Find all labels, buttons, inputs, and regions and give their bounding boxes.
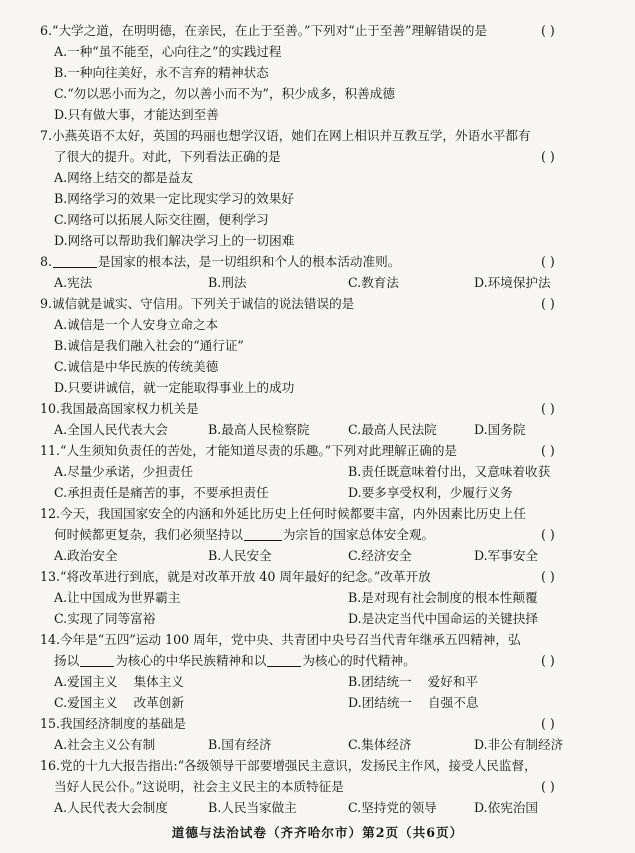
option-b: B.是对现有社会制度的根本性颠覆 xyxy=(348,590,538,605)
question-15-stem: 15.我国经济制度的基础是 ( ) xyxy=(0,713,635,734)
answer-bracket: ( ) xyxy=(541,254,555,269)
question-9-stem: 9.诚信就是诚实、守信用。下列关于诚信的说法错误的是 ( ) xyxy=(0,293,635,314)
question-8-stem: 8. 是国家的根本法，是一切组织和个人的根本活动准则。 ( ) xyxy=(0,251,635,272)
option-d: D.团结统一 自强不息 xyxy=(348,695,479,710)
answer-bracket: ( ) xyxy=(541,443,555,458)
answer-bracket: ( ) xyxy=(541,653,555,668)
option-b: B.诚信是我们融入社会的“通行证” xyxy=(54,338,244,353)
fill-blank xyxy=(244,526,282,541)
question-12-stem: 12.今天，我国国家安全的内涵和外延比历史上任何时候都要丰富，内外因素比历史上任 xyxy=(40,506,526,521)
option-b: B.网络学习的效果一定比现实学习的效果好 xyxy=(54,191,294,206)
option-b: B.团结统一 爱好和平 xyxy=(348,674,479,689)
option-a: A.尽量少承诺，少担责任 xyxy=(54,464,194,479)
option-d: D.要多享受权利，少履行义务 xyxy=(348,485,513,500)
question-12-options xyxy=(0,545,635,566)
option-c: C.坚持党的领导 xyxy=(348,800,437,815)
question-8-options xyxy=(0,272,635,293)
question-13-stem: 13.“将改革进行到底，就是对改革开放 40 周年最好的纪念。”改革开放 ( ) xyxy=(0,566,635,587)
option-d: D.是决定当代中国命运的关键抉择 xyxy=(348,611,538,626)
option-b: B.最高人民检察院 xyxy=(208,422,310,437)
option-b: B.人民当家做主 xyxy=(208,800,297,815)
page-footer: 道德与法治试卷（齐齐哈尔市）第2页（共6页） xyxy=(171,825,464,840)
question-10-stem: 10.我国最高国家权力机关是 ( ) xyxy=(0,398,635,419)
question-13-options-row2 xyxy=(0,608,635,629)
question-14-options-row1 xyxy=(0,671,635,692)
question-10-options xyxy=(0,419,635,440)
answer-bracket: ( ) xyxy=(541,779,555,794)
question-15-options xyxy=(0,734,635,755)
option-d: D.依宪治国 xyxy=(474,800,539,815)
answer-bracket: ( ) xyxy=(541,716,555,731)
option-a: A.宪法 xyxy=(54,275,93,290)
option-c: C.最高人民法院 xyxy=(348,422,437,437)
option-d: D.军事安全 xyxy=(474,548,539,563)
option-a: A.全国人民代表大会 xyxy=(54,422,168,437)
option-a: A.让中国成为世界霸主 xyxy=(54,590,181,605)
option-c: C.教育法 xyxy=(348,275,399,290)
option-d: D.环境保护法 xyxy=(474,275,551,290)
option-b: B.责任既意味着付出，又意味着收获 xyxy=(348,464,551,479)
option-d: D.网络可以帮助我们解决学习上的一切困难 xyxy=(54,233,295,248)
fill-blank xyxy=(53,253,97,268)
option-a: A.社会主义公有制 xyxy=(54,737,156,752)
fill-blank xyxy=(80,652,114,667)
question-14-stem-cont: 扬以 为核心的中华民族精神和以 为核心的时代精神。 ( ) xyxy=(0,650,635,671)
question-12-stem-cont: 何时候都更复杂，我们必须坚持以 为宗旨的国家总体安全观。 ( ) xyxy=(0,524,635,545)
question-14-options-row2 xyxy=(0,692,635,713)
question-7-stem: 7.小燕英语不太好，英国的玛丽也想学汉语，她们在网上相识并互教互学，外语水平都有 xyxy=(40,128,531,143)
answer-bracket: ( ) xyxy=(541,569,555,584)
option-b: B.国有经济 xyxy=(208,737,272,752)
answer-bracket: ( ) xyxy=(541,401,555,416)
question-7-stem-cont: 了很大的提升。对此，下列看法正确的是 ( ) xyxy=(0,146,635,167)
question-13-options-row1 xyxy=(0,587,635,608)
option-c: C.实现了同等富裕 xyxy=(54,611,156,626)
option-b: B.人民安全 xyxy=(208,548,272,563)
question-16-stem-cont: 当好人民公仆。”这说明，社会主义民主的本质特征是 ( ) xyxy=(0,776,635,797)
option-a: A.网络上结交的都是益友 xyxy=(54,170,194,185)
option-b: B.刑法 xyxy=(208,275,247,290)
option-c: C.“勿以恶小而为之，勿以善小而不为”，积少成多，积善成德 xyxy=(54,86,395,101)
option-d: D.非公有制经济 xyxy=(474,737,564,752)
option-a: A.诚信是一个人安身立命之本 xyxy=(54,317,219,332)
option-a: A.爱国主义 集体主义 xyxy=(54,674,184,689)
question-11-options-row1 xyxy=(0,461,635,482)
option-c: C.网络可以拓展人际交往圈，便利学习 xyxy=(54,212,269,227)
fill-blank xyxy=(267,652,301,667)
answer-bracket: ( ) xyxy=(541,23,555,38)
question-16-stem: 16.党的十九大报告指出:“各级领导干部要增强民主意识，发扬民主作风，接受人民监督， xyxy=(40,758,537,773)
question-14-stem: 14.今年是“五四”运动 100 周年，党中央、共青团中央号召当代青年继承五四精神，弘 xyxy=(40,632,521,647)
option-a: A.人民代表大会制度 xyxy=(54,800,168,815)
option-d: D.只要讲诚信，就一定能取得事业上的成功 xyxy=(54,380,295,395)
question-11-stem: 11.“人生须知负责任的苦处，才能知道尽责的乐趣。”下列对此理解正确的是 ( ) xyxy=(0,440,635,461)
option-c: C.承担责任是痛苦的事，不要承担责任 xyxy=(54,485,269,500)
answer-bracket: ( ) xyxy=(541,296,555,311)
option-c: C.诚信是中华民族的传统美德 xyxy=(54,359,219,374)
question-6-stem: 6.“大学之道，在明明德，在亲民，在止于至善。”下列对“止于至善”理解错误的是 ( ) xyxy=(0,20,635,41)
option-d: D.只有做大事，才能达到至善 xyxy=(54,107,219,122)
question-11-options-row2 xyxy=(0,482,635,503)
option-d: D.国务院 xyxy=(474,422,526,437)
option-b: B.一种向往美好，永不言弃的精神状态 xyxy=(54,65,269,80)
option-c: C.集体经济 xyxy=(348,737,412,752)
option-a: A.政治安全 xyxy=(54,548,118,563)
option-a: A.一种“虽不能至，心向往之”的实践过程 xyxy=(54,44,282,59)
question-16-options xyxy=(0,797,635,818)
option-c: C.爱国主义 改革创新 xyxy=(54,695,184,710)
answer-bracket: ( ) xyxy=(541,149,555,164)
option-c: C.经济安全 xyxy=(348,548,412,563)
answer-bracket: ( ) xyxy=(541,527,555,542)
